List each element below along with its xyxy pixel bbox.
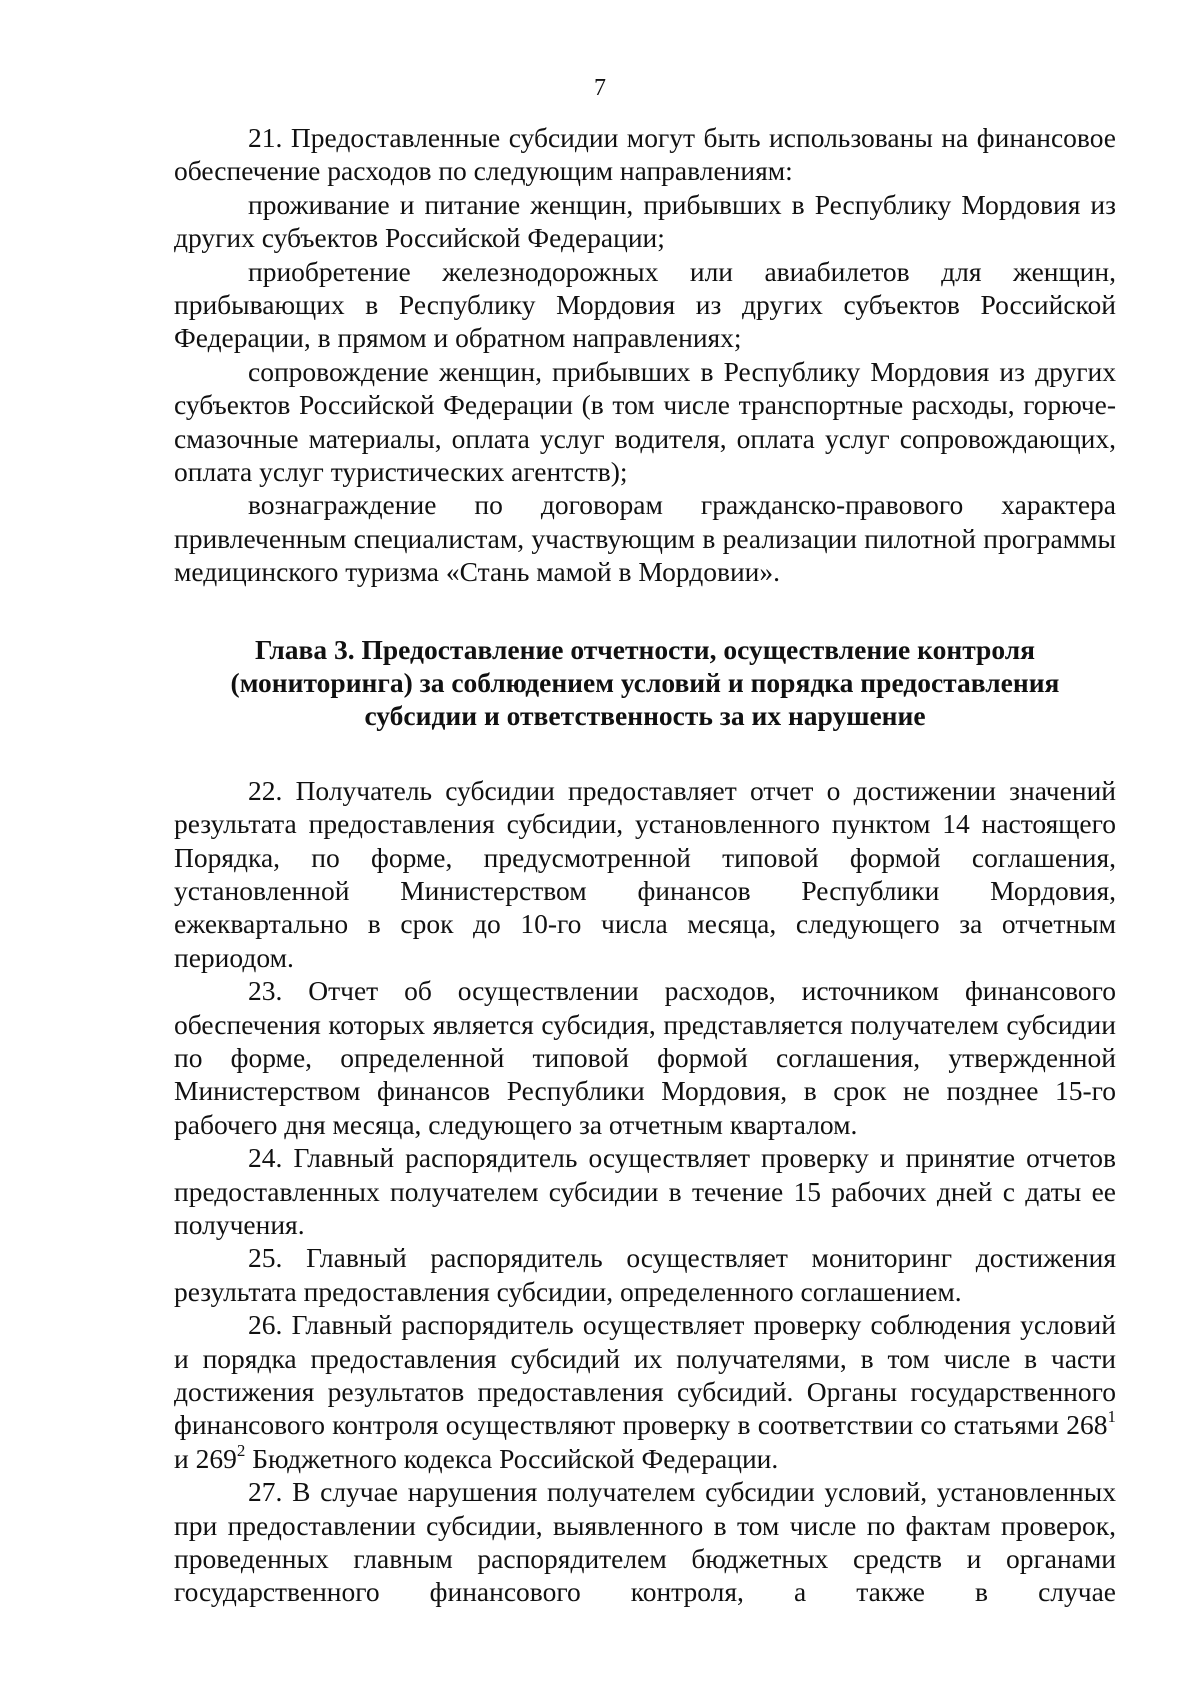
list-item-accommodation: проживание и питание женщин, прибывших в Республику Мордовия из других субъектов Российской Федерации;: [174, 188, 1116, 254]
list-item-tickets: приобретение железнодорожных или авиабилетов для женщин, прибывающих в Республику Мордовия из других субъектов Российской Федерации, в прямом и обратном направлениях;: [174, 255, 1116, 354]
list-item-escort: сопровождение женщин, прибывших в Республику Мордовия из других субъектов Российской Федерации (в том числе транспортные расходы, горюче-смазочные материалы, оплата услуг водителя, оплата услуг сопровождающих, оплата услуг туристических агентств);: [174, 355, 1116, 488]
paragraph-26-text-before: 26. Главный распорядитель осуществляет проверку соблюдения условий и порядка предоставления субсидий их получателями, в том числе в части достижения результатов предоставления субсидий. Органы государственного финансового контроля осуществляют проверку в соответствии со статьями 268: [174, 1309, 1116, 1441]
chapter-heading: [174, 633, 1116, 732]
page-number: 7: [594, 75, 606, 101]
paragraph-22: 22. Получатель субсидии предоставляет отчет о достижении значений результата предоставления субсидии, установленного пунктом 14 настоящего Порядка, по форме, предусмотренной типовой формой соглашения, установленной Министерством финансов Республики Мордовия, ежеквартально в срок до 10-го числа месяца, следующего за отчетным периодом.: [174, 774, 1116, 973]
chapter-heading-line-3: субсидии и ответственность за их нарушение: [364, 699, 926, 731]
paragraph-24: 24. Главный распорядитель осуществляет проверку и принятие отчетов предоставленных получателем субсидии в течение 15 рабочих дней с даты ее получения.: [174, 1142, 1116, 1240]
chapter-heading-line-2: (мониторинга) за соблюдением условий и порядка предоставления: [230, 666, 1060, 698]
chapter-heading-line-1: Глава 3. Предоставление отчетности, осуществление контроля: [254, 633, 1036, 665]
paragraph-21: 21. Предоставленные субсидии могут быть использованы на финансовое обеспечение расходов по следующим направлениям:: [174, 122, 1116, 187]
paragraph-26-text-middle: и 269: [174, 1442, 237, 1474]
paragraph-25: 25. Главный распорядитель осуществляет мониторинг достижения результата предоставления субсидии, определенного соглашением.: [174, 1242, 1116, 1307]
superscript-2: 2: [236, 1440, 246, 1460]
superscript-1: 1: [1107, 1407, 1116, 1427]
paragraph-26-text-after: Бюджетного кодекса Российской Федерации.: [245, 1442, 779, 1474]
document-body: [174, 121, 1116, 1609]
paragraph-26: [174, 1308, 1116, 1475]
paragraph-23: 23. Отчет об осуществлении расходов, источником финансового обеспечения которых является субсидия, представляется получателем субсидии по форме, определенной типовой формой соглашения, утвержденной Министерством финансов Республики Мордовия, в срок не позднее 15-го рабочего дня месяца, следующего за отчетным кварталом.: [174, 975, 1116, 1140]
list-item-remuneration: вознаграждение по договорам гражданско-правового характера привлеченным специалистам, участвующим в реализации пилотной программы медицинского туризма «Стань мамой в Мордовии».: [174, 489, 1116, 588]
paragraph-27: 27. В случае нарушения получателем субсидии условий, установленных при предоставлении субсидии, выявленного в том числе по фактам проверок, проведенных главным распорядителем бюджетных средств и органами государственного финансового контроля, а также в случае: [174, 1476, 1116, 1608]
